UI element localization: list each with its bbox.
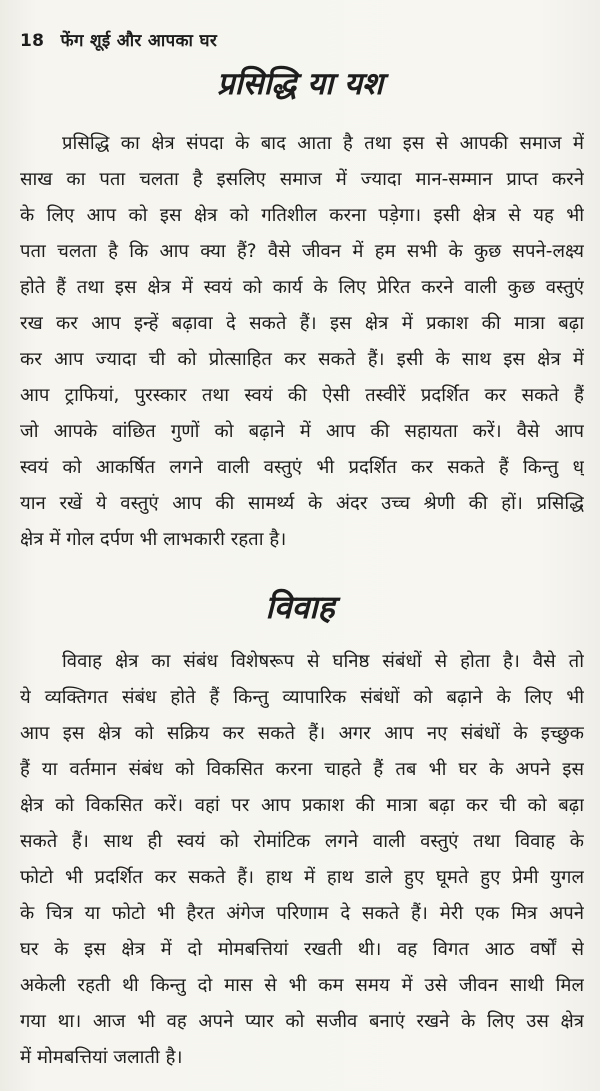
text-line: यान रखें ये वस्तुएं आप की सामर्थ्य के अंदर उच्च श्रेणी की हों। प्रसिद्धि — [20, 493, 584, 514]
text-line: विवाह क्षेत्र का संबंध विशेषरूप से घनिष्ठ संबंधों से होता है। वैसे तो — [62, 651, 584, 672]
section-heading-marriage: विवाह — [265, 588, 335, 626]
text-line: पता चलता है कि आप क्या हैं? वैसे जीवन में हम सभी के कुछ सपने-लक्ष्य — [20, 241, 584, 262]
text-line: साख का पता चलता है इसलिए समाज में ज्यादा मान-सम्मान प्राप्त करने — [20, 169, 584, 190]
text-line: फोटो भी प्रदर्शित कर सकते हैं। हाथ में हाथ डाले हुए घूमते हुए प्रेमी युगल — [20, 867, 584, 888]
text-line: क्षेत्र में गोल दर्पण भी लाभकारी रहता है। — [20, 529, 287, 550]
text-line: कर आप ज्यादा ची को प्रोत्साहित कर सकते हैं। इसी के साथ इस क्षेत्र में — [20, 349, 584, 370]
text-line: में मोमबत्तियां जलाती है। — [20, 1047, 183, 1068]
text-line: सकते हैं। साथ ही स्वयं को रोमांटिक लगने वाली वस्तुएं तथा विवाह के — [20, 831, 584, 852]
paragraph-fame — [20, 126, 584, 558]
text-line: आप ट्राफियां, पुरस्कार तथा स्वयं की ऐसी तस्वीरें प्रदर्शित कर सकते हैं — [20, 385, 584, 406]
text-line: हैं या वर्तमान संबंध को विकसित करना चाहते हैं तब भी घर के अपने इस — [20, 759, 584, 780]
text-line: ये व्यक्तिगत संबंध होते हैं किन्तु व्यापारिक संबंधों को बढ़ाने के लिए भी — [20, 687, 584, 708]
running-header — [20, 28, 217, 51]
book-title: फेंग शूई और आपका घर — [60, 31, 218, 51]
text-line: क्षेत्र को विकसित करें। वहां पर आप प्रकाश की मात्रा बढ़ा कर ची को बढ़ा — [20, 795, 584, 816]
paragraph-marriage — [20, 644, 584, 1076]
text-line: होते हैं तथा इस क्षेत्र में स्वयं को कार्य के लिए प्रेरित करने वाली कुछ वस्तुएं — [20, 277, 584, 298]
section-heading-fame: प्रसिद्धि या यश — [216, 66, 384, 102]
text-line: प्रसिद्धि का क्षेत्र संपदा के बाद आता है तथा इस से आपकी समाज में — [62, 133, 584, 154]
text-line: गया था। आज भी वह अपने प्यार को सजीव बनाएं रखने के लिए उस क्षेत्र — [20, 1011, 584, 1032]
text-line: स्वयं को आकर्षित लगने वाली वस्तुएं भी प्रदर्शित कर सकते हैं किन्तु ध् — [20, 457, 584, 478]
text-line: जो आपके वांछित गुणों को बढ़ाने में आप की सहायता करें। वैसे आप — [20, 421, 584, 442]
text-line: रख कर आप इन्हें बढ़ावा दे सकते हैं। इस क्षेत्र में प्रकाश की मात्रा बढ़ा — [20, 313, 584, 334]
text-line: घर के इस क्षेत्र में दो मोमबत्तियां रखती थी। वह विगत आठ वर्षों से — [20, 939, 584, 960]
text-line: आप इस क्षेत्र को सक्रिय कर सकते हैं। अगर आप नए संबंधों के इच्छुक — [20, 723, 584, 744]
text-line: के चित्र या फोटो भी हैरत अंगेज परिणाम दे सकते हैं। मेरी एक मित्र अपने — [20, 903, 584, 924]
text-line: अकेली रहती थी किन्तु दो मास से भी कम समय में उसे जीवन साथी मिल — [20, 975, 584, 996]
page-number: 18 — [20, 31, 45, 51]
text-line: के लिए आप को इस क्षेत्र को गतिशील करना पड़ेगा। इसी क्षेत्र से यह भी — [20, 205, 584, 226]
